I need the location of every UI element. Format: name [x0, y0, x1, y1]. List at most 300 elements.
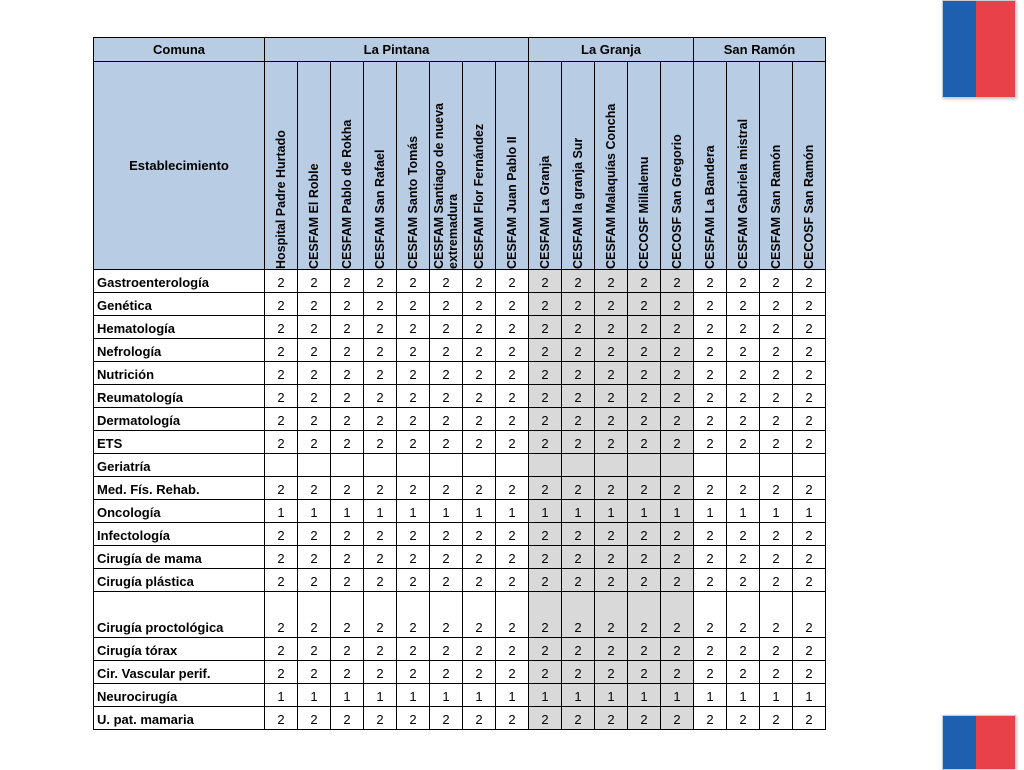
- value-cell: 2: [463, 408, 496, 431]
- value-cell: 2: [463, 661, 496, 684]
- value-cell: 2: [298, 431, 331, 454]
- value-cell: 1: [397, 500, 430, 523]
- value-cell: 2: [628, 293, 661, 316]
- value-cell: 2: [628, 707, 661, 730]
- value-cell: 2: [595, 546, 628, 569]
- value-cell: 2: [760, 339, 793, 362]
- value-cell: 2: [265, 661, 298, 684]
- value-cell: 2: [727, 477, 760, 500]
- value-cell: 2: [793, 707, 826, 730]
- specialty-label: Med. Fís. Rehab.: [94, 477, 265, 500]
- value-cell: 1: [595, 500, 628, 523]
- value-cell: 2: [529, 408, 562, 431]
- value-cell: 2: [595, 362, 628, 385]
- value-cell: 1: [463, 500, 496, 523]
- value-cell: 2: [463, 316, 496, 339]
- value-cell: 2: [694, 477, 727, 500]
- value-cell: 2: [364, 431, 397, 454]
- value-cell: 2: [793, 293, 826, 316]
- value-cell: 2: [562, 523, 595, 546]
- value-cell: 2: [628, 477, 661, 500]
- value-cell: 2: [661, 431, 694, 454]
- value-cell: 2: [496, 270, 529, 293]
- establishment-header: [694, 62, 727, 270]
- specialty-label: Oncología: [94, 500, 265, 523]
- value-cell: 1: [529, 500, 562, 523]
- value-cell: 2: [463, 385, 496, 408]
- value-cell: 1: [331, 684, 364, 707]
- value-cell: 2: [364, 270, 397, 293]
- value-cell: 2: [793, 661, 826, 684]
- value-cell: 1: [463, 684, 496, 707]
- value-cell: 1: [265, 500, 298, 523]
- value-cell: 2: [364, 523, 397, 546]
- value-cell: 2: [298, 316, 331, 339]
- value-cell: 2: [595, 661, 628, 684]
- value-cell: [628, 454, 661, 477]
- value-cell: 2: [694, 293, 727, 316]
- value-cell: 2: [760, 592, 793, 638]
- establishment-name: CESFAM La Granja: [538, 155, 552, 269]
- value-cell: 2: [430, 270, 463, 293]
- value-cell: 2: [463, 707, 496, 730]
- value-cell: [364, 454, 397, 477]
- value-cell: 1: [628, 684, 661, 707]
- value-cell: 2: [265, 546, 298, 569]
- value-cell: 2: [364, 293, 397, 316]
- value-cell: 2: [727, 661, 760, 684]
- value-cell: 2: [298, 707, 331, 730]
- value-cell: 2: [694, 661, 727, 684]
- value-cell: 2: [331, 638, 364, 661]
- value-cell: 1: [265, 684, 298, 707]
- value-cell: 2: [694, 569, 727, 592]
- value-cell: 2: [661, 546, 694, 569]
- value-cell: 2: [562, 638, 595, 661]
- specialty-label: Cirugía tórax: [94, 638, 265, 661]
- value-cell: 2: [694, 431, 727, 454]
- specialty-label: Reumatología: [94, 385, 265, 408]
- comuna-group-header: La Pintana: [265, 38, 529, 62]
- value-cell: 2: [331, 707, 364, 730]
- value-cell: 2: [628, 408, 661, 431]
- value-cell: 1: [364, 684, 397, 707]
- value-cell: 2: [628, 362, 661, 385]
- value-cell: 2: [562, 293, 595, 316]
- value-cell: 2: [529, 661, 562, 684]
- value-cell: 2: [430, 293, 463, 316]
- value-cell: 2: [529, 362, 562, 385]
- value-cell: 2: [595, 408, 628, 431]
- value-cell: 1: [694, 500, 727, 523]
- value-cell: 2: [496, 477, 529, 500]
- value-cell: 2: [562, 546, 595, 569]
- value-cell: 2: [298, 523, 331, 546]
- value-cell: 2: [628, 592, 661, 638]
- value-cell: 2: [529, 569, 562, 592]
- value-cell: 2: [694, 707, 727, 730]
- value-cell: 2: [529, 316, 562, 339]
- establecimiento-label: Establecimiento: [94, 62, 265, 270]
- table-row: [94, 385, 826, 408]
- flag-blue-stripe: [943, 1, 976, 97]
- value-cell: 1: [562, 684, 595, 707]
- value-cell: 2: [793, 592, 826, 638]
- value-cell: 2: [397, 362, 430, 385]
- value-cell: 2: [628, 385, 661, 408]
- value-cell: 1: [661, 500, 694, 523]
- value-cell: 2: [661, 569, 694, 592]
- value-cell: 2: [397, 316, 430, 339]
- value-cell: 2: [331, 431, 364, 454]
- table-row: [94, 431, 826, 454]
- value-cell: 2: [430, 339, 463, 362]
- establishment-header-row: [94, 62, 826, 270]
- value-cell: 2: [397, 546, 430, 569]
- value-cell: 2: [397, 592, 430, 638]
- value-cell: 1: [529, 684, 562, 707]
- value-cell: 2: [595, 592, 628, 638]
- value-cell: 1: [364, 500, 397, 523]
- value-cell: 2: [331, 270, 364, 293]
- value-cell: 2: [727, 569, 760, 592]
- value-cell: 2: [331, 362, 364, 385]
- establishment-name: CESFAM Malaquías Concha: [604, 103, 618, 269]
- value-cell: 2: [364, 408, 397, 431]
- value-cell: 1: [496, 500, 529, 523]
- specialty-label: Neurocirugía: [94, 684, 265, 707]
- value-cell: 2: [793, 408, 826, 431]
- value-cell: 2: [430, 408, 463, 431]
- value-cell: 2: [661, 339, 694, 362]
- value-cell: 2: [331, 477, 364, 500]
- value-cell: [562, 454, 595, 477]
- value-cell: 2: [265, 408, 298, 431]
- value-cell: 2: [298, 569, 331, 592]
- value-cell: 2: [298, 362, 331, 385]
- comuna-group-header: La Granja: [529, 38, 694, 62]
- value-cell: 2: [397, 293, 430, 316]
- value-cell: 1: [793, 500, 826, 523]
- value-cell: 2: [529, 592, 562, 638]
- specialty-label: Geriatría: [94, 454, 265, 477]
- value-cell: 2: [595, 569, 628, 592]
- value-cell: 1: [430, 684, 463, 707]
- value-cell: 2: [760, 546, 793, 569]
- establishment-header: [661, 62, 694, 270]
- value-cell: 2: [727, 546, 760, 569]
- establishment-header: [364, 62, 397, 270]
- value-cell: 2: [628, 316, 661, 339]
- value-cell: 2: [760, 569, 793, 592]
- value-cell: 2: [562, 569, 595, 592]
- value-cell: 2: [364, 707, 397, 730]
- value-cell: 2: [265, 270, 298, 293]
- value-cell: 2: [562, 316, 595, 339]
- table-row: [94, 362, 826, 385]
- value-cell: 2: [496, 408, 529, 431]
- value-cell: 2: [397, 523, 430, 546]
- value-cell: 2: [661, 477, 694, 500]
- specialty-label: Dermatología: [94, 408, 265, 431]
- value-cell: 2: [595, 523, 628, 546]
- value-cell: 2: [463, 638, 496, 661]
- establishment-name: CESFAM Santiago de nueva extremadura: [432, 102, 460, 269]
- value-cell: 2: [727, 362, 760, 385]
- value-cell: 2: [595, 270, 628, 293]
- value-cell: 2: [430, 431, 463, 454]
- specialty-label: Infectología: [94, 523, 265, 546]
- value-cell: 2: [496, 569, 529, 592]
- table-row: [94, 569, 826, 592]
- value-cell: 2: [331, 661, 364, 684]
- value-cell: 2: [430, 592, 463, 638]
- establishment-header: [265, 62, 298, 270]
- value-cell: 2: [430, 523, 463, 546]
- value-cell: 1: [562, 500, 595, 523]
- specialty-label: Genética: [94, 293, 265, 316]
- table-row: [94, 523, 826, 546]
- value-cell: 2: [265, 477, 298, 500]
- value-cell: 2: [661, 293, 694, 316]
- table-row: [94, 638, 826, 661]
- value-cell: 2: [364, 339, 397, 362]
- table-row: [94, 477, 826, 500]
- establishment-name: CESFAM Gabriela mistral: [736, 118, 750, 269]
- value-cell: 2: [727, 385, 760, 408]
- value-cell: 2: [760, 638, 793, 661]
- value-cell: 2: [331, 339, 364, 362]
- value-cell: 2: [727, 339, 760, 362]
- value-cell: 2: [397, 477, 430, 500]
- value-cell: 2: [529, 431, 562, 454]
- establishment-header: [727, 62, 760, 270]
- value-cell: 2: [496, 523, 529, 546]
- value-cell: 2: [331, 592, 364, 638]
- value-cell: 2: [496, 339, 529, 362]
- value-cell: 2: [562, 339, 595, 362]
- value-cell: 2: [760, 523, 793, 546]
- value-cell: 2: [727, 293, 760, 316]
- value-cell: 2: [562, 592, 595, 638]
- table-row: [94, 500, 826, 523]
- table-row: [94, 661, 826, 684]
- value-cell: 2: [430, 477, 463, 500]
- value-cell: 2: [628, 638, 661, 661]
- value-cell: 1: [661, 684, 694, 707]
- value-cell: 2: [793, 477, 826, 500]
- value-cell: 1: [760, 684, 793, 707]
- specialty-label: Nutrición: [94, 362, 265, 385]
- value-cell: 2: [397, 270, 430, 293]
- value-cell: 2: [265, 592, 298, 638]
- value-cell: 2: [331, 316, 364, 339]
- value-cell: 2: [496, 431, 529, 454]
- establishment-name: CESFAM San Rafael: [373, 149, 387, 269]
- value-cell: 2: [661, 270, 694, 293]
- value-cell: 2: [397, 431, 430, 454]
- value-cell: [397, 454, 430, 477]
- value-cell: 2: [628, 661, 661, 684]
- value-cell: 2: [529, 523, 562, 546]
- value-cell: 2: [661, 707, 694, 730]
- table-row: [94, 546, 826, 569]
- value-cell: 2: [364, 661, 397, 684]
- value-cell: 2: [265, 293, 298, 316]
- table-row: [94, 293, 826, 316]
- value-cell: 2: [529, 385, 562, 408]
- table-row: [94, 454, 826, 477]
- flag-red-stripe: [976, 1, 1015, 97]
- value-cell: 2: [496, 638, 529, 661]
- value-cell: 2: [364, 569, 397, 592]
- value-cell: 2: [430, 362, 463, 385]
- value-cell: 2: [430, 385, 463, 408]
- value-cell: 2: [529, 270, 562, 293]
- specialty-label: U. pat. mamaria: [94, 707, 265, 730]
- value-cell: 2: [529, 477, 562, 500]
- value-cell: 2: [760, 408, 793, 431]
- value-cell: 2: [331, 523, 364, 546]
- value-cell: 2: [793, 523, 826, 546]
- value-cell: 2: [265, 339, 298, 362]
- specialty-label: Cirugía de mama: [94, 546, 265, 569]
- value-cell: 1: [397, 684, 430, 707]
- establishment-name: CECOSF San Ramón: [802, 144, 816, 269]
- comuna-group-header: San Ramón: [694, 38, 826, 62]
- specialty-label: Cir. Vascular perif.: [94, 661, 265, 684]
- value-cell: 2: [694, 408, 727, 431]
- value-cell: 1: [727, 684, 760, 707]
- value-cell: 2: [463, 293, 496, 316]
- value-cell: 2: [496, 661, 529, 684]
- value-cell: 2: [595, 707, 628, 730]
- establishment-name: CESFAM la granja Sur: [571, 137, 585, 269]
- value-cell: 2: [760, 293, 793, 316]
- value-cell: [694, 454, 727, 477]
- value-cell: 2: [364, 385, 397, 408]
- value-cell: 2: [364, 546, 397, 569]
- table-row: [94, 339, 826, 362]
- value-cell: 2: [727, 270, 760, 293]
- value-cell: 2: [463, 592, 496, 638]
- establishment-header: [760, 62, 793, 270]
- value-cell: 2: [595, 385, 628, 408]
- value-cell: [463, 454, 496, 477]
- specialty-label: ETS: [94, 431, 265, 454]
- value-cell: 2: [463, 362, 496, 385]
- value-cell: 2: [463, 569, 496, 592]
- value-cell: 2: [463, 523, 496, 546]
- establishment-header: [595, 62, 628, 270]
- value-cell: 1: [331, 500, 364, 523]
- value-cell: 2: [727, 316, 760, 339]
- value-cell: 2: [265, 362, 298, 385]
- value-cell: 2: [694, 385, 727, 408]
- value-cell: 2: [628, 523, 661, 546]
- establishment-name: CESFAM Flor Fernández: [472, 123, 486, 269]
- value-cell: 2: [760, 707, 793, 730]
- value-cell: 2: [298, 592, 331, 638]
- value-cell: 2: [463, 339, 496, 362]
- table-row: [94, 408, 826, 431]
- value-cell: 2: [364, 592, 397, 638]
- value-cell: 2: [562, 385, 595, 408]
- value-cell: 1: [793, 684, 826, 707]
- value-cell: 1: [727, 500, 760, 523]
- value-cell: 1: [298, 500, 331, 523]
- value-cell: 2: [793, 385, 826, 408]
- value-cell: 2: [562, 707, 595, 730]
- value-cell: 2: [463, 270, 496, 293]
- value-cell: 2: [793, 339, 826, 362]
- value-cell: [298, 454, 331, 477]
- value-cell: 2: [661, 523, 694, 546]
- value-cell: 2: [562, 431, 595, 454]
- value-cell: [760, 454, 793, 477]
- value-cell: 2: [463, 431, 496, 454]
- table-row: [94, 592, 826, 638]
- value-cell: 2: [298, 408, 331, 431]
- value-cell: [529, 454, 562, 477]
- chile-flag-bottom-decoration: [942, 715, 1016, 770]
- table-row: [94, 270, 826, 293]
- value-cell: 2: [760, 661, 793, 684]
- establishment-name: CESFAM Santo Tomás: [406, 135, 420, 269]
- value-cell: 2: [364, 316, 397, 339]
- value-cell: 2: [760, 362, 793, 385]
- value-cell: 2: [298, 546, 331, 569]
- value-cell: 2: [661, 661, 694, 684]
- table-row: [94, 684, 826, 707]
- value-cell: 2: [397, 408, 430, 431]
- value-cell: 2: [529, 546, 562, 569]
- value-cell: 2: [661, 316, 694, 339]
- establishment-name: CESFAM El Roble: [307, 163, 321, 269]
- value-cell: 2: [529, 293, 562, 316]
- value-cell: 2: [727, 638, 760, 661]
- specialty-label: Hematología: [94, 316, 265, 339]
- value-cell: 2: [397, 569, 430, 592]
- value-cell: 2: [760, 316, 793, 339]
- value-cell: 2: [265, 385, 298, 408]
- value-cell: [793, 454, 826, 477]
- value-cell: [661, 454, 694, 477]
- establishment-name: CECOSF San Gregorio: [670, 134, 684, 269]
- flag-red-stripe: [976, 716, 1015, 769]
- value-cell: 2: [661, 592, 694, 638]
- value-cell: 2: [595, 339, 628, 362]
- value-cell: 2: [694, 270, 727, 293]
- establishment-header: [562, 62, 595, 270]
- value-cell: 2: [298, 385, 331, 408]
- value-cell: 2: [265, 569, 298, 592]
- value-cell: 2: [364, 638, 397, 661]
- value-cell: 2: [397, 385, 430, 408]
- value-cell: 2: [661, 385, 694, 408]
- value-cell: [430, 454, 463, 477]
- value-cell: 2: [397, 707, 430, 730]
- value-cell: 2: [298, 638, 331, 661]
- value-cell: 1: [694, 684, 727, 707]
- specialties-table: [93, 37, 826, 730]
- establishment-name: CESFAM La Bandera: [703, 145, 717, 269]
- value-cell: 2: [727, 592, 760, 638]
- value-cell: 2: [331, 293, 364, 316]
- value-cell: 1: [298, 684, 331, 707]
- value-cell: 2: [694, 316, 727, 339]
- value-cell: 2: [661, 362, 694, 385]
